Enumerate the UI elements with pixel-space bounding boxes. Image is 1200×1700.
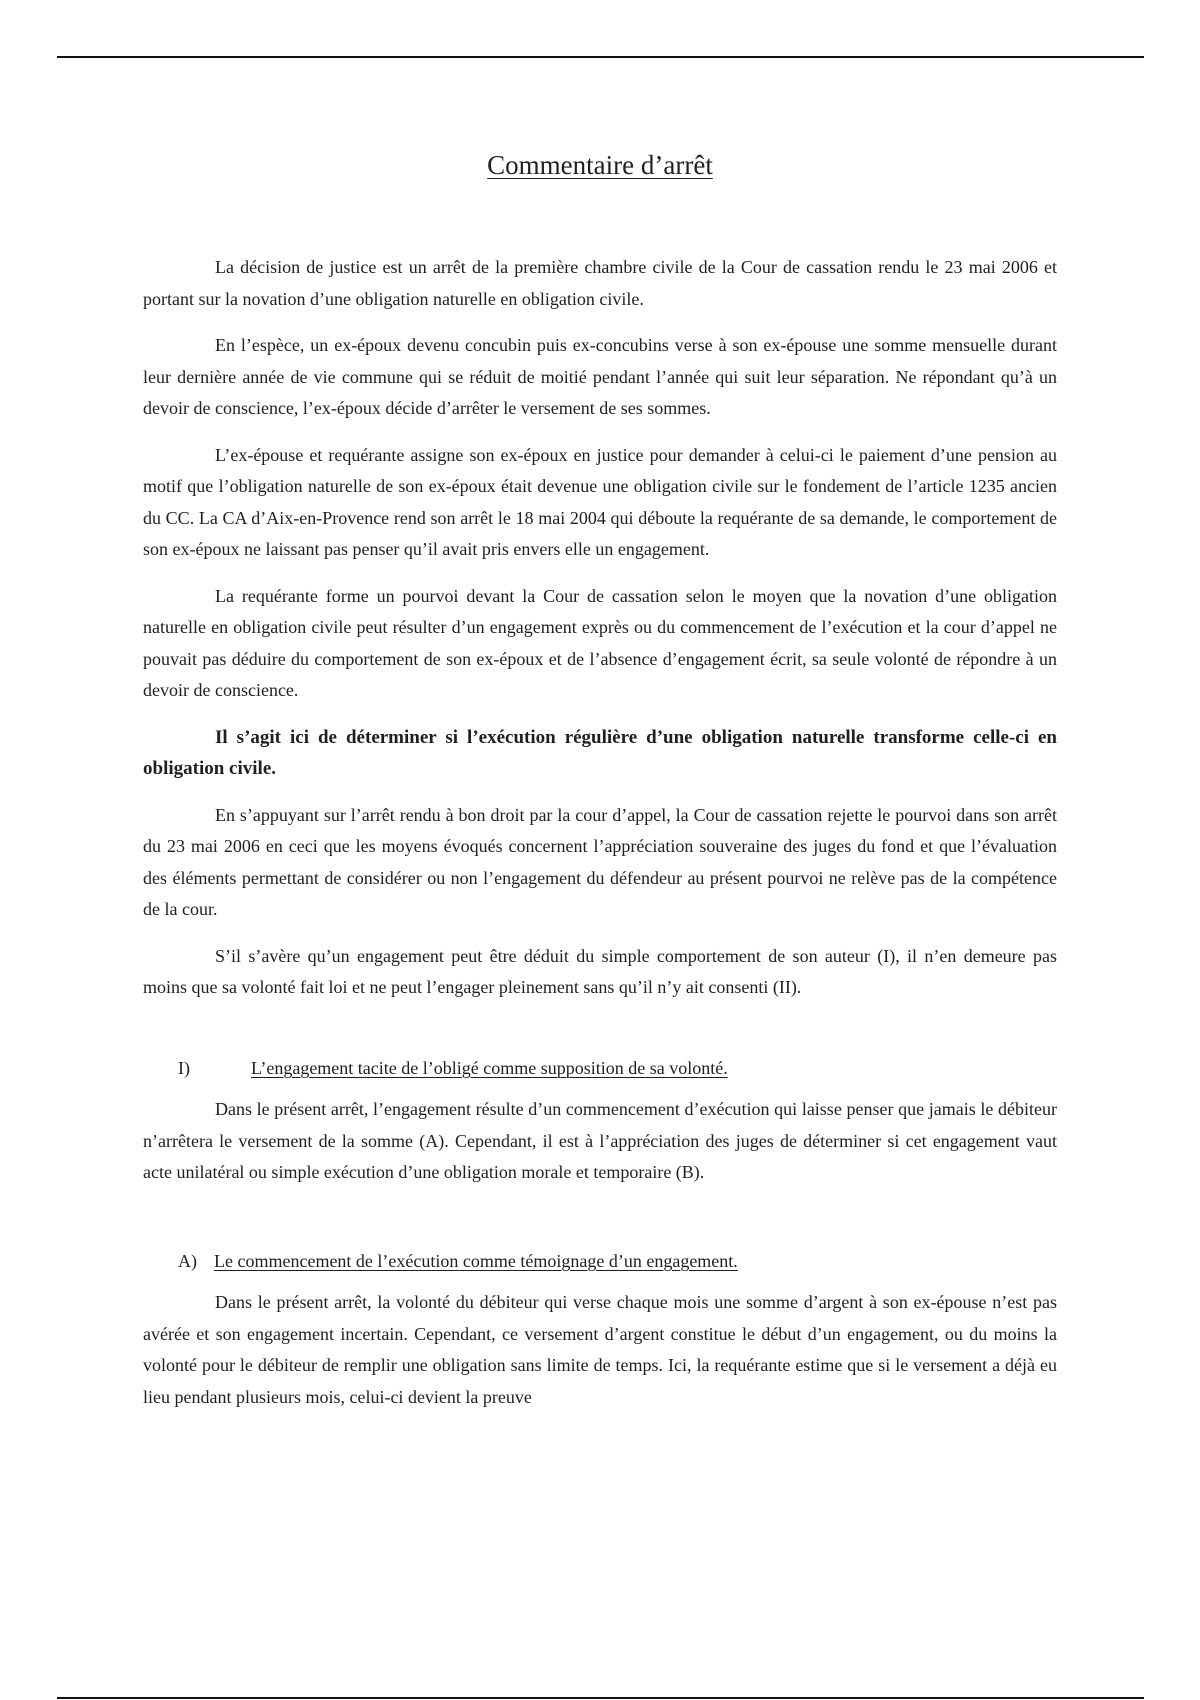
paragraph-intro: La décision de justice est un arrêt de la première chambre civile de la Cour de cassation rendu le 23 mai 2006 et portant sur la novation d’une obligation naturelle en obligation civile.	[143, 257, 1057, 309]
subsection-heading-a	[178, 1246, 1057, 1278]
section-number-1: I)	[178, 1057, 190, 1078]
document-title	[0, 148, 1200, 182]
section-title-1: L’engagement tacite de l’obligé comme supposition de sa volonté.	[251, 1057, 728, 1078]
bottom-rule	[57, 1697, 1144, 1699]
document-body	[143, 252, 1057, 1428]
paragraph-facts: En l’espèce, un ex-époux devenu concubin puis ex-concubins verse à son ex-épouse une somme mensuelle durant leur dernière année de vie commune qui se réduit de moitié pendant l’année qui suit leur séparation. Ne répondant qu’à un devoir de conscience, l’ex-époux décide d’arrêter le versement de ses sommes.	[143, 335, 1057, 418]
document-title-text: Commentaire d’arrêt	[487, 150, 713, 180]
paragraph-solution: En s’appuyant sur l’arrêt rendu à bon droit par la cour d’appel, la Cour de cassation rejette le pourvoi dans son arrêt du 23 mai 2006 en ceci que les moyens évoqués concernent l’appréciation souveraine des juges du fond et que l’évaluation des éléments permettant de considérer ou non l’engagement du défendeur au présent pourvoi ne relève pas de la compétence de la cour.	[143, 804, 1057, 919]
subsection-body-a: Dans le présent arrêt, la volonté du débiteur qui verse chaque mois une somme d’argent à son ex-épouse n’est pas avérée et son engagement incertain. Cependant, ce versement d’argent constitue le début d’un engagement, ou du moins la volonté pour le débiteur de remplir une obligation sans limite de temps. Ici, la requérante estime que si le versement a déjà eu lieu pendant plusieurs mois, celui-ci devient la preuve	[143, 1292, 1057, 1407]
subsection-title-a: Le commencement de l’exécution comme témoignage d’un engagement.	[214, 1250, 738, 1271]
paragraph-plan: S’il s’avère qu’un engagement peut être déduit du simple comportement de son auteur (I), il n’en demeure pas moins que sa volonté fait loi et ne peut l’engager pleinement sans qu’il n’y ait consenti (II).	[143, 945, 1057, 997]
paragraph-legal-problem: Il s’agit ici de déterminer si l’exécution régulière d’une obligation naturelle transforme celle-ci en obligation civile.	[143, 726, 1057, 779]
section-heading-1	[178, 1053, 1057, 1085]
section-intro-1: Dans le présent arrêt, l’engagement résulte d’un commencement d’exécution qui laisse penser que jamais le débiteur n’arrêtera le versement de la somme (A). Cependant, il est à l’appréciation des juges de déterminer si cet engagement vaut acte unilatéral ou simple exécution d’une obligation morale et temporaire (B).	[143, 1099, 1057, 1182]
paragraph-appeal: La requérante forme un pourvoi devant la Cour de cassation selon le moyen que la novation d’une obligation naturelle en obligation civile peut résulter d’un engagement exprès ou du commencement de l’exécution et la cour d’appel ne pouvait pas déduire du comportement de son ex-époux et de l’absence d’engagement écrit, sa seule volonté de répondre à un devoir de conscience.	[143, 585, 1057, 700]
paragraph-procedure: L’ex-épouse et requérante assigne son ex-époux en justice pour demander à celui-ci le paiement d’une pension au motif que l’obligation naturelle de son ex-époux était devenue une obligation civile sur le fondement de l’article 1235 ancien du CC. La CA d’Aix-en-Provence rend son arrêt le 18 mai 2004 qui déboute la requérante de sa demande, le comportement de son ex-époux ne laissant pas penser qu’il avait pris envers elle un engagement.	[143, 444, 1057, 559]
subsection-number-a: A)	[178, 1250, 197, 1271]
top-rule	[57, 56, 1144, 58]
